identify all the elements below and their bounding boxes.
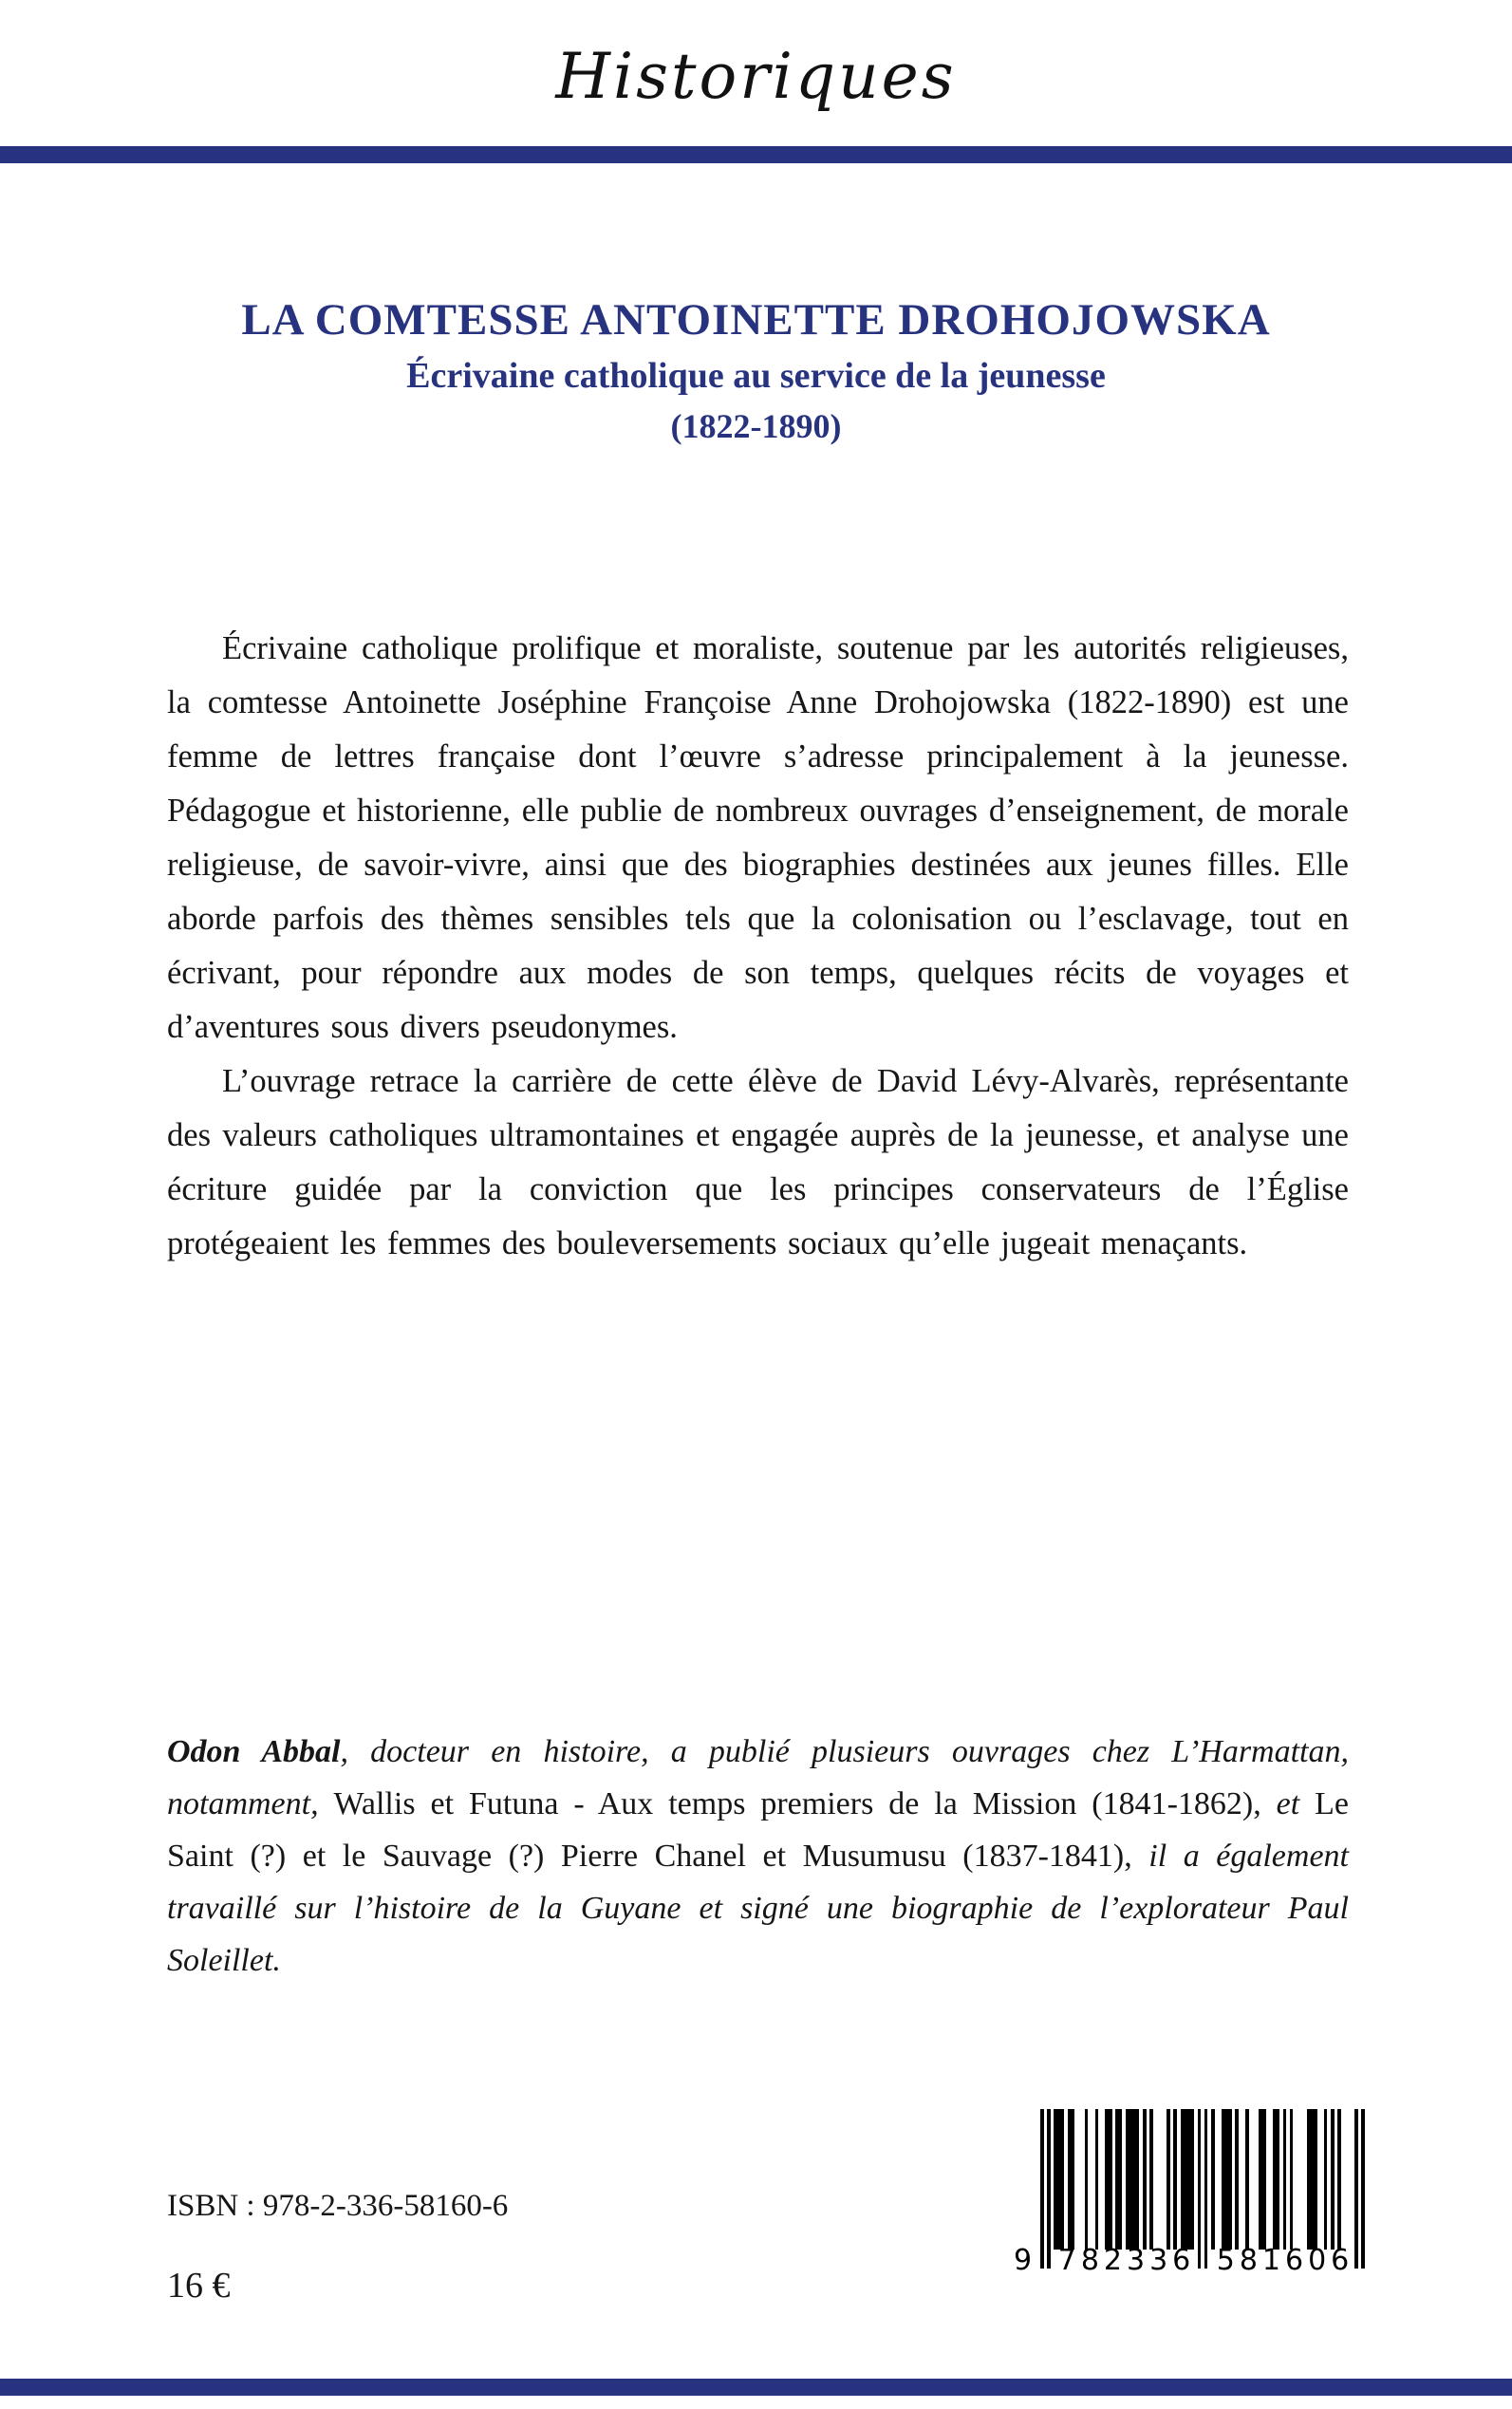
bio-segment: Le Saint (?) et le Sauvage (?) Pierre Chanel et Musumusu (1837-1841), xyxy=(167,1786,1350,1874)
barcode-bar xyxy=(1149,2109,1153,2250)
summary-paragraph-1: Écrivaine catholique prolifique et moraliste, soutenue par les autorités religieuses, la comtesse Antoinette Joséphine Françoise Anne Drohojowska (1822-1890) est une femme de lettres française dont l’œuvre s’adresse principalement à la jeunesse. Pédagogue et historienne, elle publie de nombreux ouvrages d’enseignement, de morale religieuse, de savoir-vivre, ainsi que des biographies destinées aux jeunes filles. Elle aborde parfois des thèmes sensibles tels que la colonisation ou l’esclavage, tout en écrivant, pour répondre aux modes de son temps, quelques récits de voyages et d’aventures sous divers pseudonymes. xyxy=(167,630,1349,1045)
barcode-bar xyxy=(1109,2109,1112,2250)
bio-segment: et xyxy=(1276,1786,1316,1821)
book-subtitle: Écrivaine catholique au service de la jeunesse xyxy=(406,356,1106,396)
barcode-bar xyxy=(1095,2109,1099,2250)
barcode-bar xyxy=(1235,2109,1239,2250)
author-bio xyxy=(167,1726,1349,1987)
book-title: LA COMTESSE ANTOINETTE DROHOJOWSKA xyxy=(241,295,1271,345)
barcode-bar xyxy=(1361,2109,1365,2269)
barcode-bar xyxy=(1283,2109,1287,2250)
barcode-digits-left: 782336 xyxy=(1057,2244,1196,2277)
barcode-digit-first: 9 xyxy=(1014,2244,1033,2277)
barcode-bar xyxy=(1071,2109,1074,2250)
barcode-bar xyxy=(1167,2109,1170,2250)
title-block xyxy=(0,294,1512,446)
bio-segment: , docteur en histoire, a publié plusieurs ouvrages chez L’Harmattan, notamment, xyxy=(167,1734,1349,1821)
barcode-bar xyxy=(1211,2109,1215,2250)
barcode-bar xyxy=(1276,2109,1279,2250)
barcode-bar xyxy=(1245,2109,1249,2250)
barcode-bar xyxy=(1061,2109,1065,2250)
bottom-rule xyxy=(0,2379,1512,2396)
barcode-bar xyxy=(1085,2109,1089,2250)
collection-name: Historiques xyxy=(555,40,957,113)
barcode-bar xyxy=(1119,2109,1123,2250)
summary-paragraph-2: L’ouvrage retrace la carrière de cette élève de David Lévy-Alvarès, représentante des valeurs catholiques ultramontaines et engagée auprès de la jeunesse, et analyse une écriture guidée par la conviction que les principes conservateurs de l’Église protégeaient les femmes des bouleversements sociaux qu’elle jugeait menaçants. xyxy=(167,1063,1349,1261)
barcode-bar xyxy=(1143,2109,1147,2250)
bio-segment: il a également travaillé sur l’histoire de la Guyane et signé une biographie de l’explorateur Paul Soleillet. xyxy=(167,1839,1349,1978)
barcode-bar xyxy=(1331,2109,1335,2250)
barcode-bar xyxy=(1290,2109,1294,2250)
barcode-bar xyxy=(1324,2109,1328,2250)
bio-segment: Odon Abbal xyxy=(167,1734,341,1769)
barcode-bar xyxy=(1262,2109,1266,2250)
bio-segment: Wallis et Futuna - Aux temps premiers de la Mission (1841-1862), xyxy=(333,1786,1277,1821)
barcode-bar xyxy=(1204,2109,1208,2269)
author-bio-paragraph xyxy=(167,1726,1349,1987)
barcode-bar xyxy=(1190,2109,1194,2250)
price: 16 € xyxy=(167,2266,231,2306)
isbn: ISBN : 978-2-336-58160-6 xyxy=(167,2189,509,2223)
barcode-bar xyxy=(1040,2109,1044,2269)
barcode-digits-right: 581606 xyxy=(1216,2244,1354,2277)
barcode-bar xyxy=(1228,2109,1232,2250)
back-cover-text xyxy=(167,622,1349,1271)
barcode xyxy=(1008,2109,1388,2299)
barcode-bar xyxy=(1136,2109,1140,2250)
book-dates: (1822-1890) xyxy=(670,407,842,445)
barcode-bar xyxy=(1173,2109,1177,2250)
barcode-bar xyxy=(1314,2109,1317,2250)
barcode-bar xyxy=(1047,2109,1051,2269)
barcode-bar xyxy=(1337,2109,1341,2250)
top-rule xyxy=(0,146,1512,163)
